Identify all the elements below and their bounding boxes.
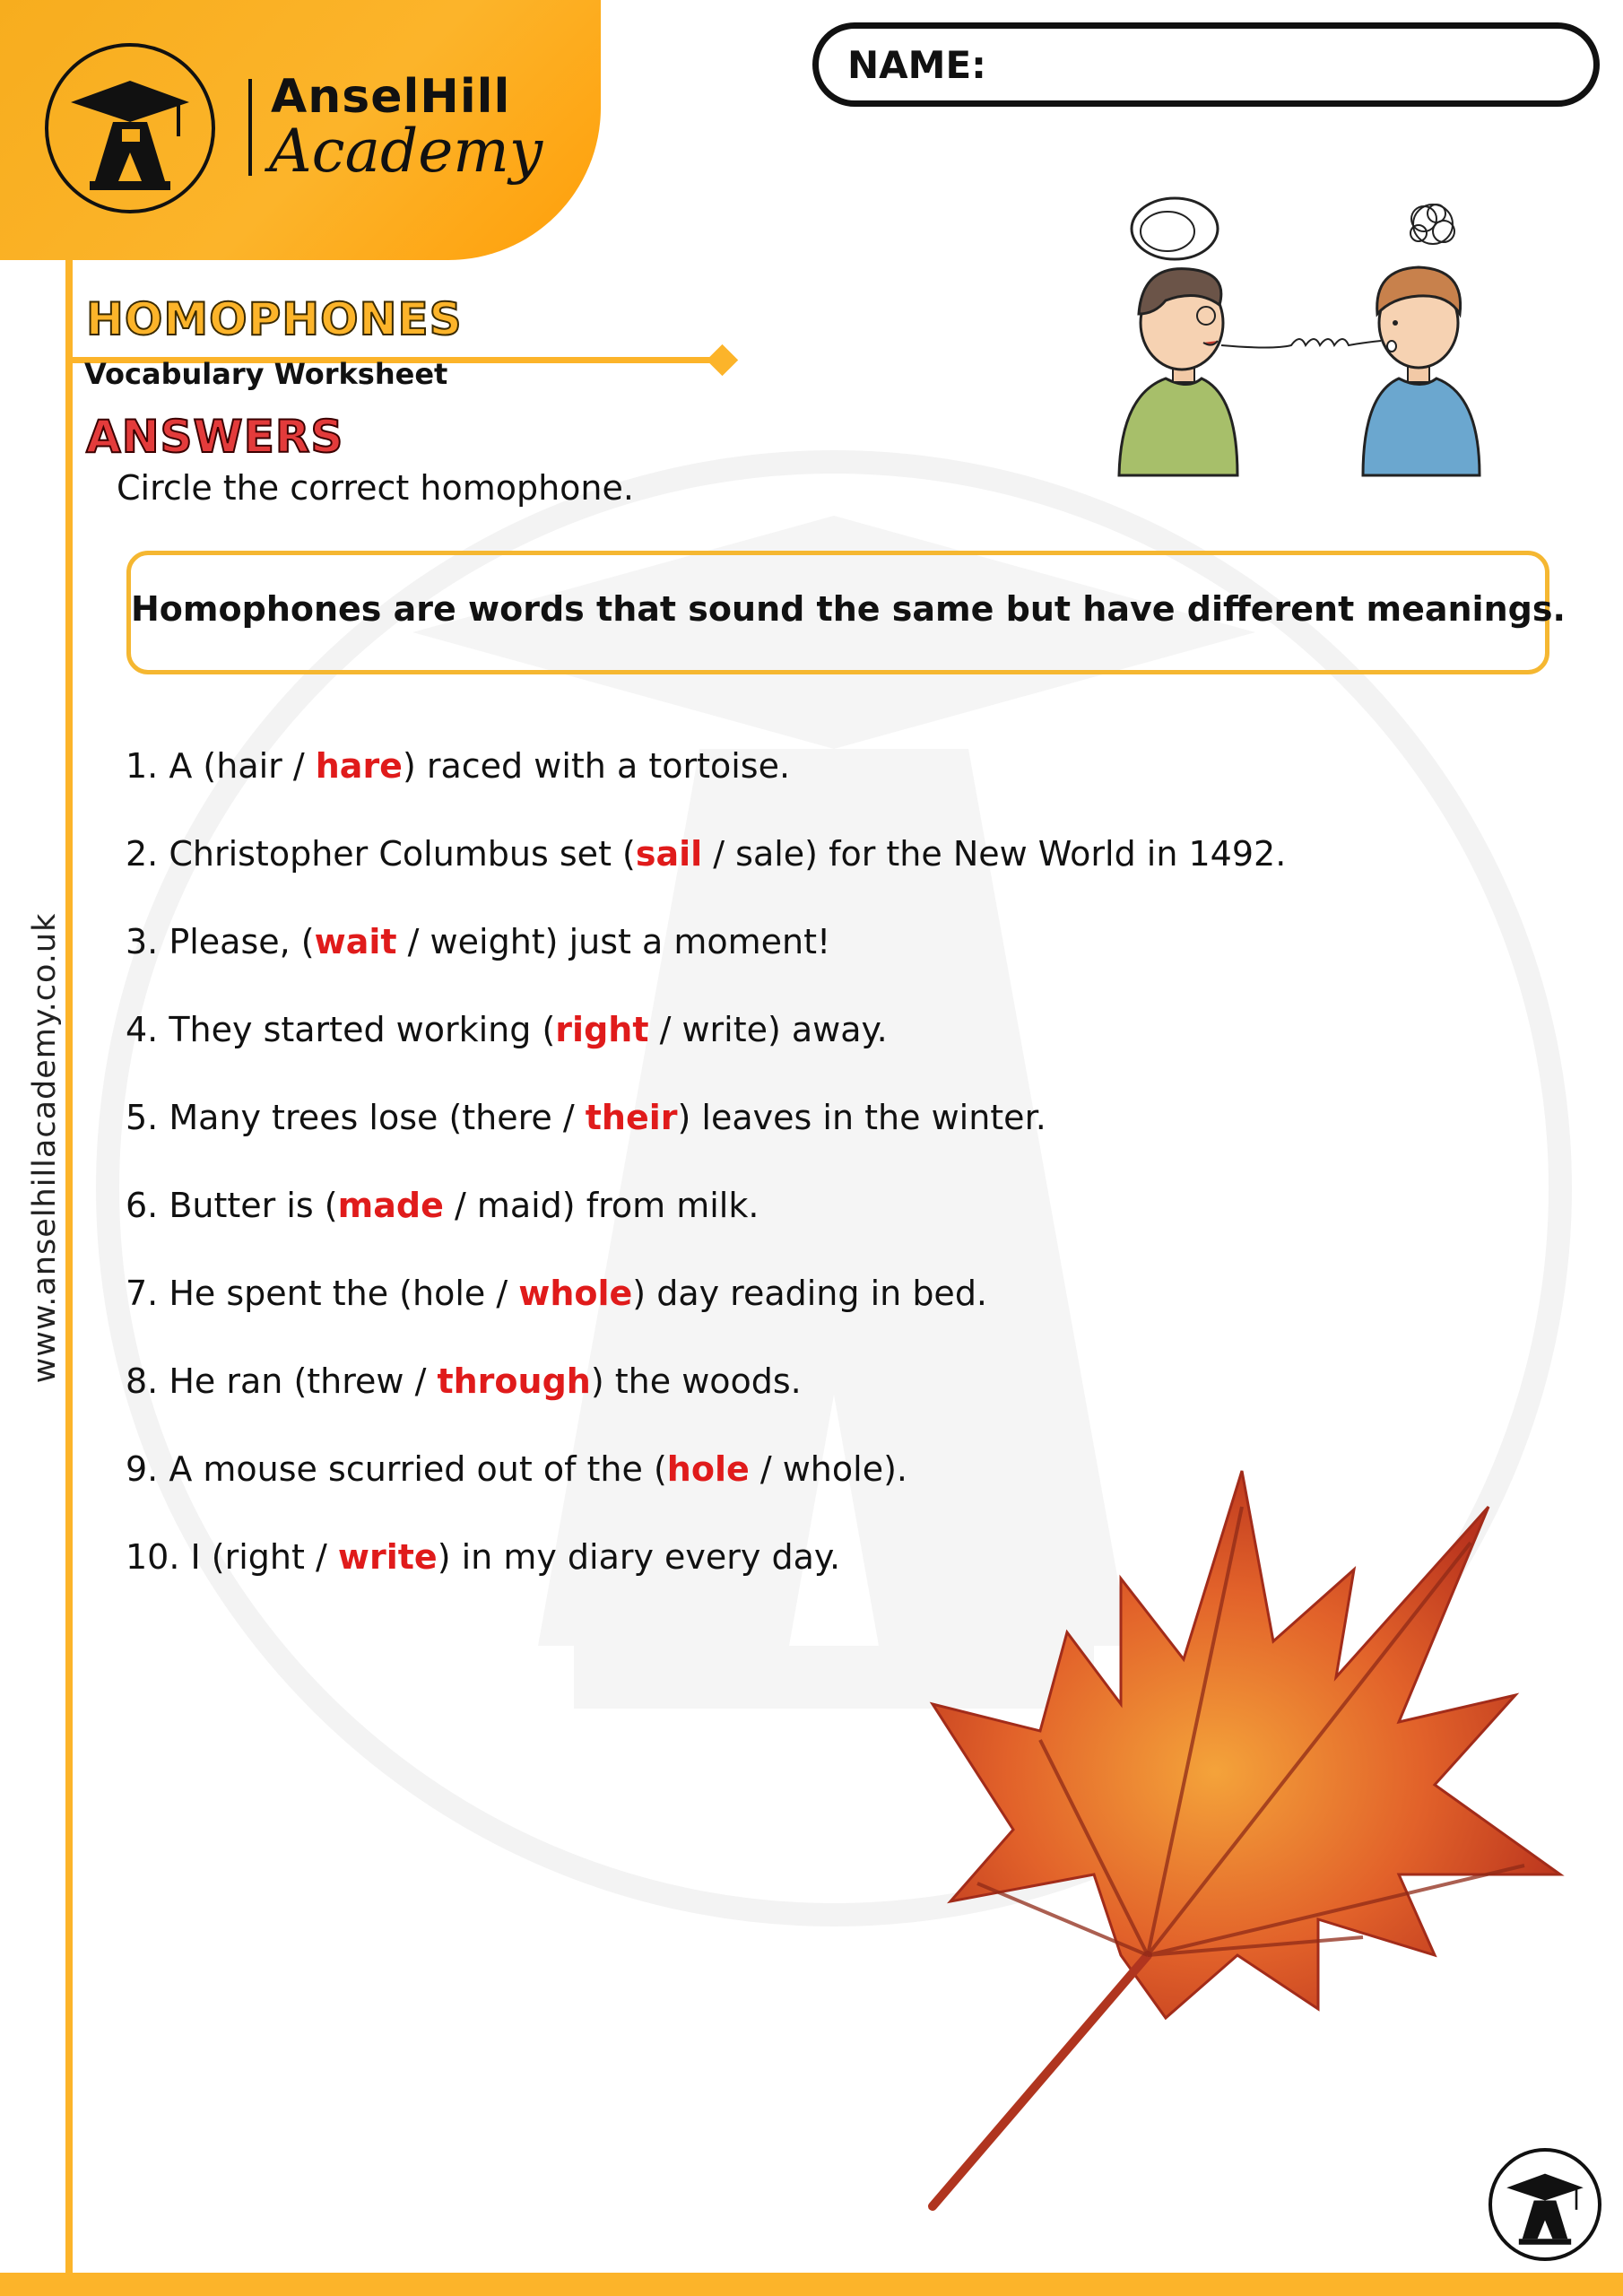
question-text-before: 4. They started working (	[126, 1010, 556, 1049]
question-item	[126, 1003, 1471, 1091]
footer-band	[0, 2273, 1623, 2296]
question-text-after: ) in my diary every day.	[437, 1537, 841, 1577]
answer-word: hare	[315, 746, 403, 786]
question-text-after: / weight) just a moment!	[396, 922, 831, 961]
question-item	[126, 1354, 1471, 1442]
question-text-before: 3. Please, (	[126, 922, 315, 961]
answer-word: wait	[314, 922, 397, 961]
question-text-after: / sale) for the New World in 1492.	[702, 834, 1287, 874]
answer-word: write	[337, 1537, 438, 1577]
people-talking-illustration	[1103, 179, 1497, 484]
logo-panel	[0, 0, 601, 260]
answer-word: made	[337, 1186, 444, 1225]
question-item	[126, 915, 1471, 1003]
answer-word: their	[585, 1098, 678, 1137]
question-text-after: / whole).	[749, 1449, 907, 1489]
left-rule	[65, 260, 73, 2296]
name-label: NAME:	[847, 43, 986, 87]
maple-leaf-illustration	[897, 1453, 1578, 2215]
question-item	[126, 739, 1471, 827]
question-text-before: 7. He spent the (hole /	[126, 1274, 519, 1313]
question-text-after: / maid) from milk.	[443, 1186, 759, 1225]
title-diamond-icon	[707, 344, 738, 376]
answer-word: through	[437, 1361, 591, 1401]
website-url: www.anselhillacademy.co.uk	[27, 912, 63, 1384]
question-text-before: 10. I (right /	[126, 1537, 338, 1577]
logo-wordmark-top: AnselHill	[271, 70, 511, 124]
instruction-text: Circle the correct homophone.	[117, 468, 634, 508]
answer-word: whole	[518, 1274, 633, 1313]
answer-word: right	[555, 1010, 649, 1049]
question-text-after: ) day reading in bed.	[632, 1274, 988, 1313]
question-text-after: / write) away.	[648, 1010, 888, 1049]
question-text-after: ) leaves in the winter.	[677, 1098, 1046, 1137]
definition-box	[126, 551, 1566, 674]
question-text-before: 5. Many trees lose (there /	[126, 1098, 586, 1137]
logo-wordmark-bottom: Academy	[269, 117, 543, 186]
question-item	[126, 1266, 1471, 1354]
question-text-before: 9. A mouse scurried out of the (	[126, 1449, 667, 1489]
logo-divider	[248, 79, 252, 176]
question-text-after: ) the woods.	[590, 1361, 802, 1401]
question-text-after: ) raced with a tortoise.	[402, 746, 791, 786]
question-item	[126, 1091, 1471, 1178]
question-text-before: 6. Butter is (	[126, 1186, 338, 1225]
question-text-before: 8. He ran (threw /	[126, 1361, 438, 1401]
worksheet-title: HOMOPHONES	[86, 293, 463, 345]
answer-word: sail	[635, 834, 703, 874]
name-field[interactable]	[812, 22, 1600, 107]
question-text-before: 2. Christopher Columbus set (	[126, 834, 636, 874]
question-item	[126, 827, 1471, 915]
question-item	[126, 1178, 1471, 1266]
corner-logo-icon	[1488, 2148, 1601, 2261]
answers-label: ANSWERS	[86, 411, 344, 463]
answer-word: hole	[666, 1449, 750, 1489]
academy-logo-icon	[45, 43, 215, 213]
worksheet-subtitle: Vocabulary Worksheet	[84, 357, 448, 391]
definition-text: Homophones are words that sound the same but have different meanings.	[131, 589, 1566, 629]
question-text-before: 1. A (hair /	[126, 746, 316, 786]
